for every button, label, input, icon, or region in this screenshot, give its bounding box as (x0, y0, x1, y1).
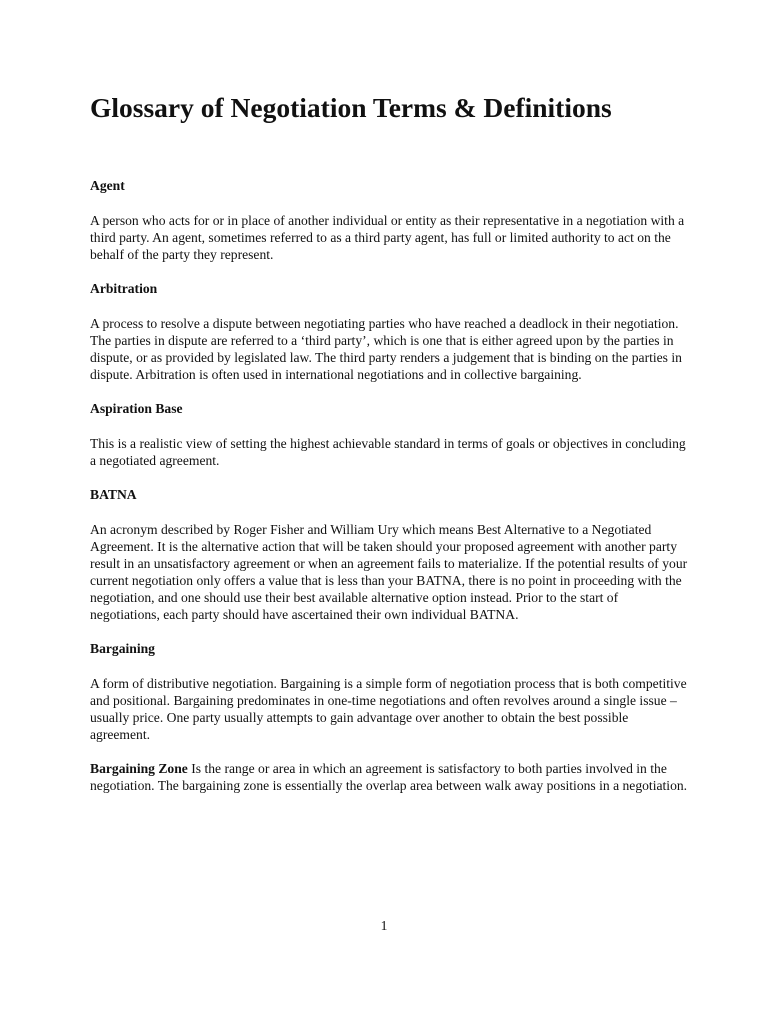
definition-batna: An acronym described by Roger Fisher and William Ury which means Best Alternative to a Negotiated Agreement. It is the alternative action that will be taken should your proposed agreement with another party result in an unsatisfactory agreement or when an agreement fails to materialize. If the potential results of your current negotiation only offers a value that is less than your BATNA, there is no point in proceeding with the negotiation, and one should use their best available alternative option instead. Prior to the start of negotiations, each party should have ascertained their own individual BATNA. (90, 522, 688, 622)
definition-bargaining: A form of distributive negotiation. Bargaining is a simple form of negotiation process that is both competitive and positional. Bargaining predominates in one-time negotiations and often revolves around a single issue – usually price. One party usually attempts to gain advantage over another to obtain the best possible agreement. (90, 676, 687, 742)
page-number: 1 (380, 918, 388, 933)
term-batna: BATNA (90, 487, 137, 502)
term-agent: Agent (90, 178, 125, 193)
definition-aspiration-base: This is a realistic view of setting the highest achievable standard in terms of goals or objectives in concluding a negotiated agreement. (90, 436, 686, 468)
term-aspiration-base: Aspiration Base (90, 401, 183, 416)
entry-bargaining-zone (90, 760, 690, 794)
term-bargaining: Bargaining (90, 641, 155, 656)
glossary-body (90, 177, 690, 811)
term-bargaining-zone: Bargaining Zone (90, 761, 188, 776)
definition-bargaining-zone: Is the range or area in which an agreement is satisfactory to both parties involved in the negotiation. The bargaining zone is essentially the overlap area between walk away positions in a negotiation. (90, 761, 688, 793)
term-arbitration: Arbitration (90, 281, 158, 296)
page-title: Glossary of Negotiation Terms & Definitions (90, 92, 612, 123)
definition-arbitration: A process to resolve a dispute between negotiating parties who have reached a deadlock in their negotiation. The parties in dispute are referred to a ‘third party’, which is one that is either agreed upon by the parties in dispute, or as provided by legislated law. The third party renders a judgement that is binding on the parties in dispute. Arbitration is often used in international negotiations and in collective bargaining. (90, 316, 682, 382)
definition-agent: A person who acts for or in place of another individual or entity as their representative in a negotiation with a third party. An agent, sometimes referred to as a third party agent, has full or limited authority to act on the behalf of the party they represent. (90, 213, 685, 262)
